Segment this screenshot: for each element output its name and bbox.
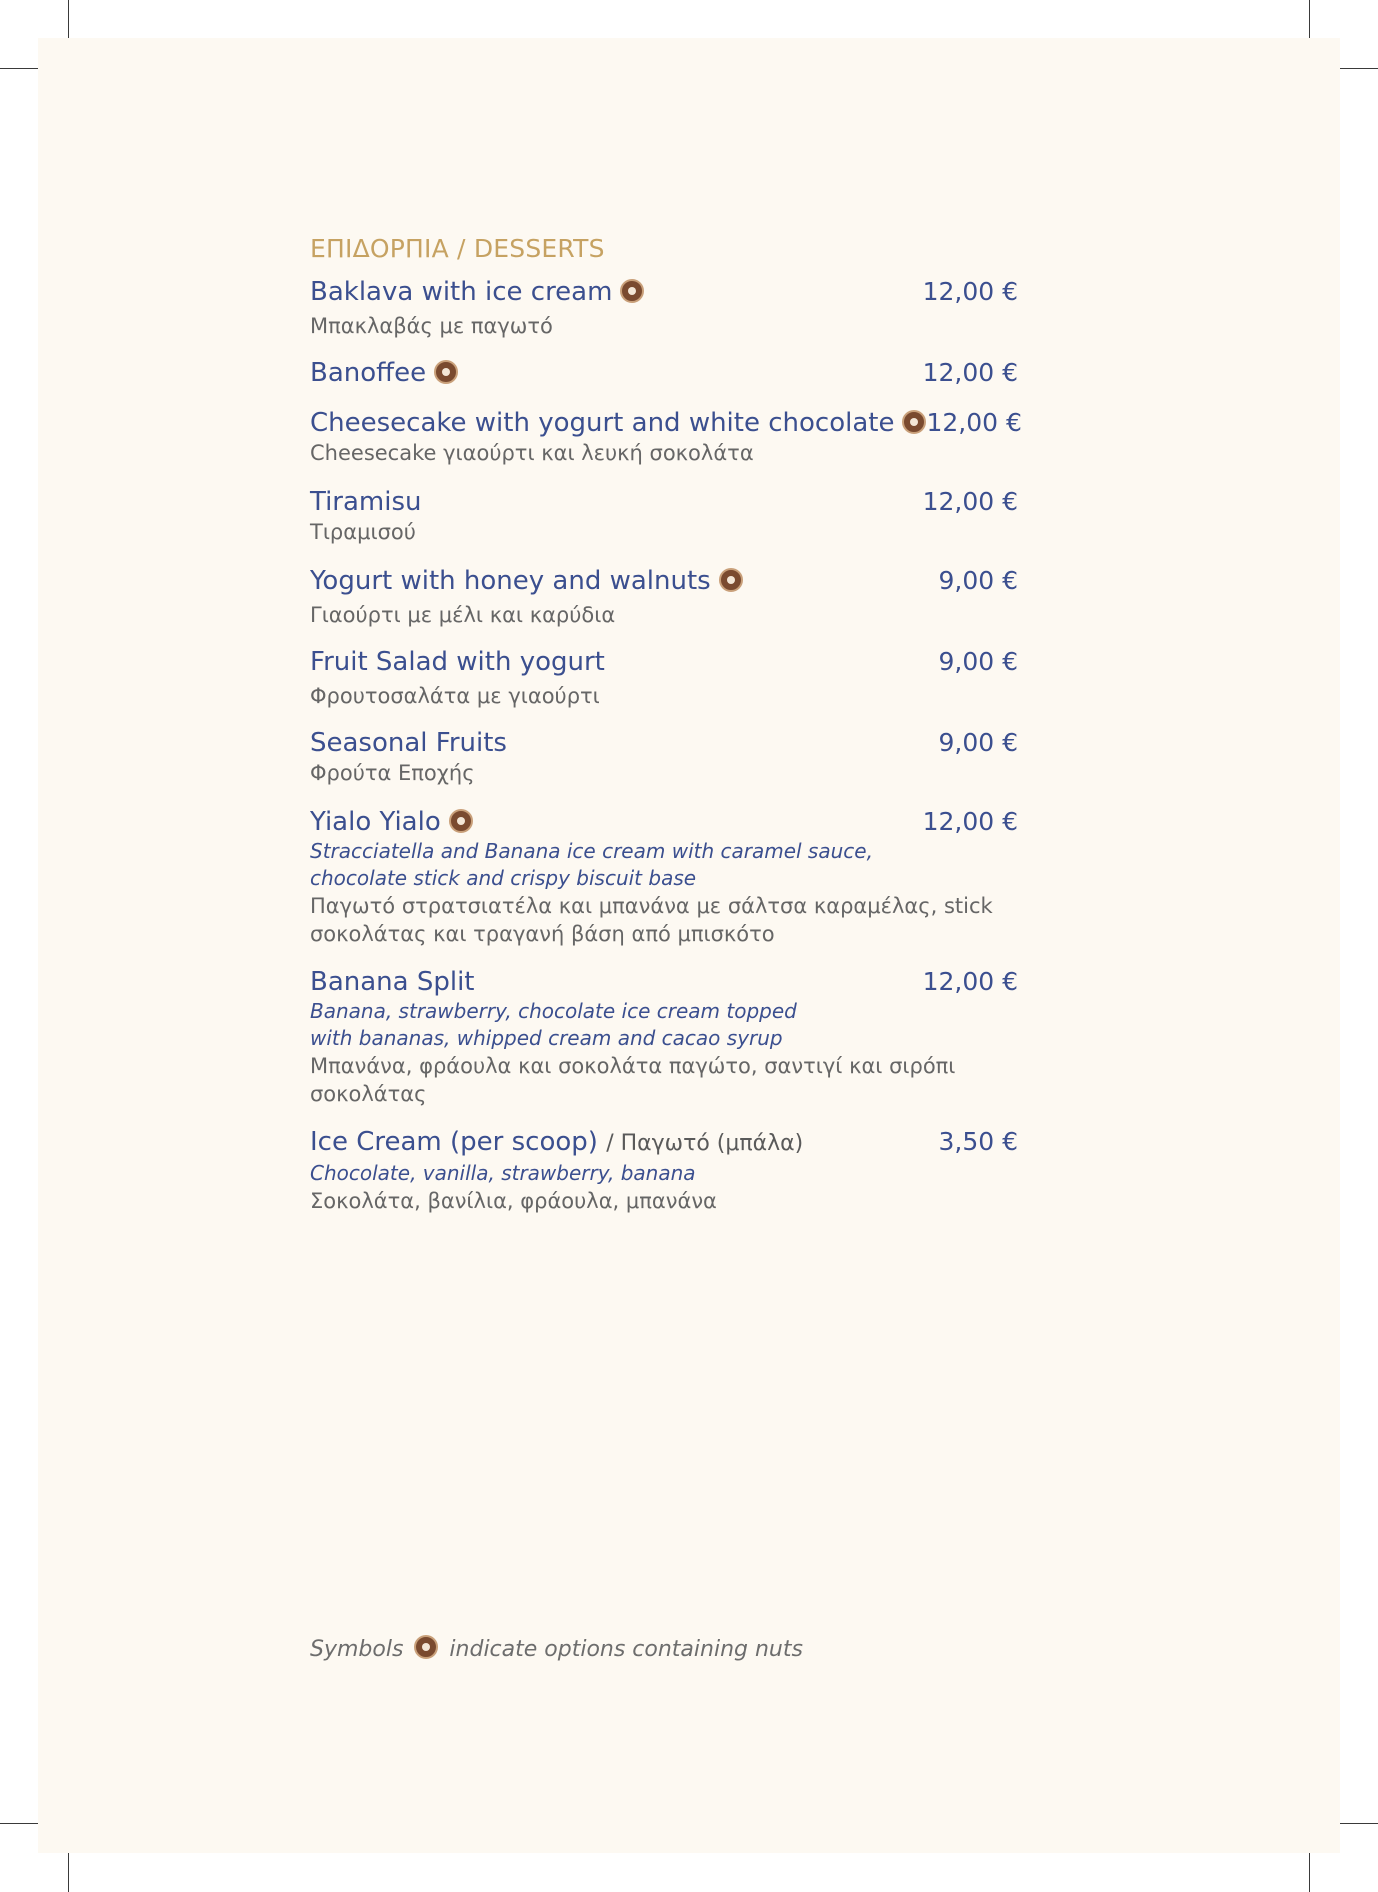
item-name: Tiramisu [310, 487, 422, 517]
menu-item-ice-cream [310, 1126, 1018, 1215]
legend-text-before: Symbols [310, 1637, 404, 1662]
legend-text-after: indicate options containing nuts [449, 1637, 803, 1662]
item-english-desc: Chocolate, vanilla, strawberry, banana [310, 1161, 696, 1185]
item-name: Cheesecake with yogurt and white chocolate [310, 407, 926, 439]
item-price: 9,00 € [938, 566, 1018, 595]
nut-icon [902, 410, 926, 434]
menu-item-banoffee [310, 357, 1018, 389]
item-greek-desc: σοκολάτας [310, 1082, 427, 1106]
menu-item-baklava [310, 276, 1018, 340]
item-name: Yialo Yialo [310, 806, 473, 838]
item-greek-name: Γιαούρτι με μέλι και καρύδια [310, 603, 616, 627]
item-greek-desc: Μπανάνα, φράουλα και σοκολάτα παγώτο, σαντιγί και σιρόπι [310, 1054, 956, 1078]
menu-item-tiramisu [310, 486, 1018, 546]
item-price: 12,00 € [922, 487, 1018, 516]
nut-icon [719, 568, 743, 592]
nut-icon [620, 279, 644, 303]
item-greek-name: Φρουτοσαλάτα με γιαούρτι [310, 684, 600, 708]
desserts-menu [310, 233, 1022, 1215]
item-name: Seasonal Fruits [310, 728, 507, 758]
menu-item-banana-split [310, 966, 1018, 1108]
item-price: 9,00 € [938, 728, 1018, 757]
item-price: 12,00 € [922, 807, 1018, 836]
item-name: Banana Split [310, 967, 475, 997]
menu-item-fruit-salad [310, 646, 1018, 710]
item-price: 12,00 € [922, 967, 1018, 996]
item-name: Banoffee [310, 357, 458, 389]
item-name: Baklava with ice cream [310, 276, 644, 308]
item-greek-name: / Παγωτό (μπάλα) [606, 1131, 804, 1156]
item-name: Ice Cream (per scoop) / Παγωτό (μπάλα) [310, 1127, 804, 1157]
item-english-desc: Banana, strawberry, chocolate ice cream topped [310, 999, 797, 1023]
menu-item-yogurt-honey [310, 565, 1018, 629]
item-greek-name: Τιραμισού [310, 520, 416, 544]
item-greek-name: Cheesecake γιαούρτι και λευκή σοκολάτα [310, 441, 754, 465]
menu-item-seasonal-fruits [310, 727, 1018, 787]
item-greek-desc: σοκολάτας και τραγανή βάση από μπισκότο [310, 922, 775, 946]
item-name: Yogurt with honey and walnuts [310, 565, 743, 597]
item-english-desc: with bananas, whipped cream and cacao syrup [310, 1026, 783, 1050]
item-greek-name: Φρούτα Εποχής [310, 761, 475, 785]
item-greek-desc: Παγωτό στρατσιατέλα και μπανάνα με σάλτσα καραμέλας, stick [310, 894, 993, 918]
item-price: 12,00 € [922, 358, 1018, 387]
menu-item-yialo-yialo [310, 806, 1018, 948]
nut-icon [449, 809, 473, 833]
item-price: 9,00 € [938, 647, 1018, 676]
section-title: ΕΠΙΔΟΡΠΙΑ / DESSERTS [310, 234, 605, 263]
item-greek-name: Μπακλαβάς με παγωτό [310, 314, 553, 338]
menu-item-cheesecake [310, 407, 1022, 467]
item-price: 12,00 € [926, 408, 1022, 437]
item-name: Fruit Salad with yogurt [310, 647, 605, 677]
item-price: 12,00 € [922, 277, 1018, 306]
nut-icon [434, 360, 458, 384]
item-english-desc: Stracciatella and Banana ice cream with caramel sauce, [310, 839, 873, 863]
item-greek-desc: Σοκολάτα, βανίλια, φράουλα, μπανάνα [310, 1189, 717, 1213]
nuts-legend [310, 1634, 803, 1666]
item-english-desc: chocolate stick and crispy biscuit base [310, 866, 697, 890]
item-price: 3,50 € [938, 1127, 1018, 1156]
nut-icon [414, 1635, 438, 1659]
